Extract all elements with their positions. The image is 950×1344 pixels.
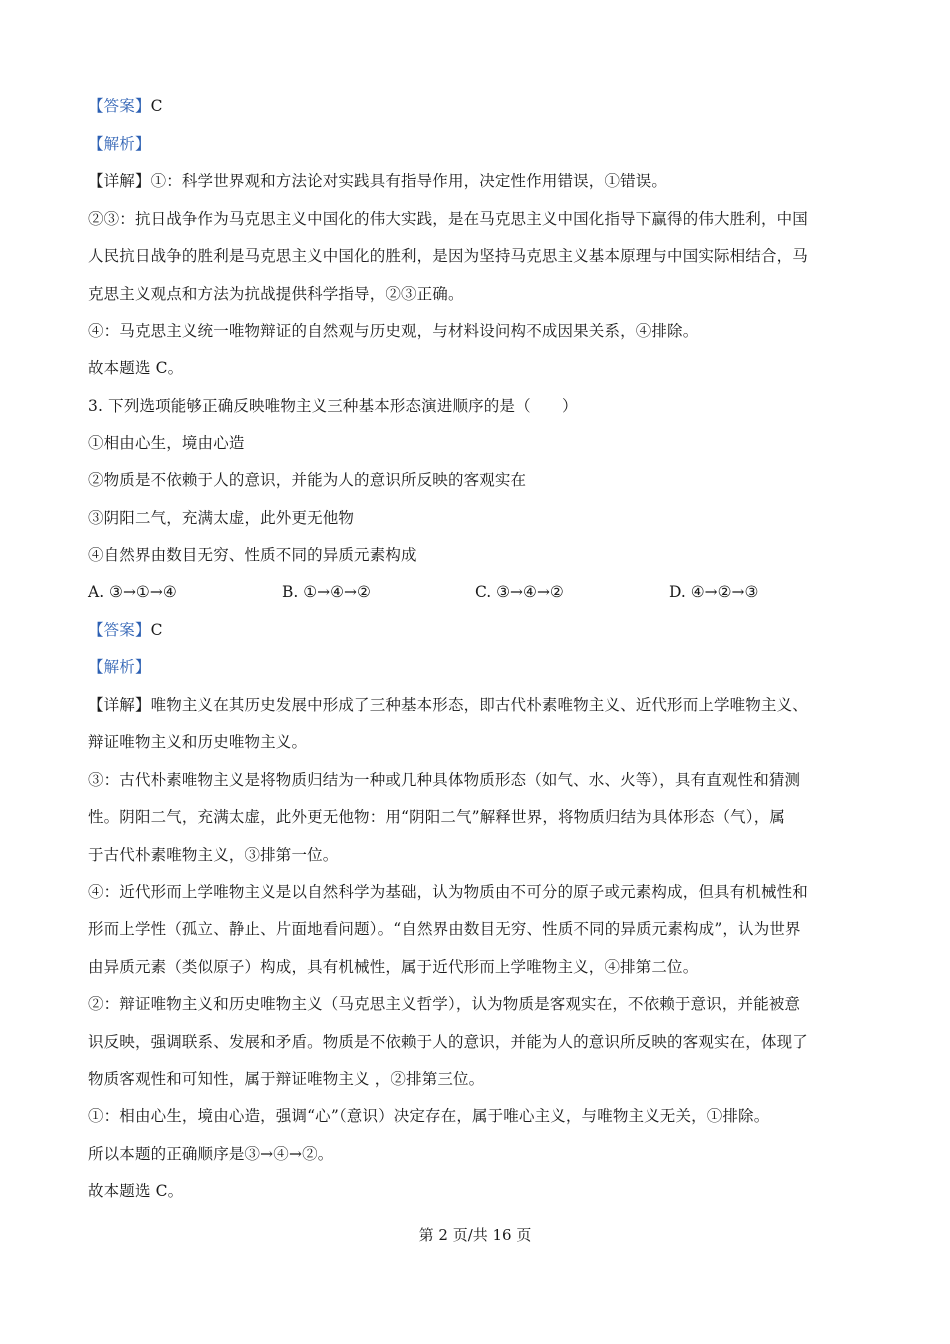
- q2-detail-line-3: 人民抗日战争的胜利是马克思主义中国化的胜利，是因为坚持马克思主义基本原理与中国实际相结合，马: [88, 247, 808, 265]
- q3-detail-line-3: ③：古代朴素唯物主义是将物质归结为一种或几种具体物质形态（如气、水、火等），具有直观性和猜测: [88, 771, 801, 789]
- q3-answer-line: [88, 620, 863, 640]
- q3-option-a: A. ③→①→④: [88, 583, 177, 601]
- q3-option-c: C. ③→④→②: [475, 583, 564, 601]
- q2-detail-line-2: ②③：抗日战争作为马克思主义中国化的伟大实践，是在马克思主义中国化指导下赢得的伟大胜利，中国: [88, 210, 808, 228]
- detail-text: ①：科学世界观和方法论对实践具有指导作用，决定性作用错误，①错误。: [150, 172, 668, 190]
- q3-detail-line-10: 识反映，强调联系、发展和矛盾。物质是不依赖于人的意识，并能为人的意识所反映的客观实在，体现了: [88, 1033, 808, 1051]
- q3-detail-line-4: 性。阴阳二气，充满太虚，此外更无他物：用“阴阳二气”解释世界，将物质归结为具体形态（气），属: [88, 808, 786, 826]
- q3-analysis-tag: 【解析】: [88, 658, 151, 676]
- q3-item-4: ④自然界由数目无穷、性质不同的异质元素构成: [88, 546, 417, 564]
- q3-detail-line-11: 物质客观性和可知性，属于辩证唯物主义 ，②排第三位。: [88, 1070, 485, 1088]
- answer-value: C: [150, 621, 163, 639]
- q3-detail-line-12: ①：相由心生，境由心造，强调“心”（意识）决定存在，属于唯心主义，与唯物主义无关，①排除。: [88, 1107, 770, 1125]
- q3-detail-line-9: ②：辩证唯物主义和历史唯物主义（马克思主义哲学），认为物质是客观实在，不依赖于意识，并能被意: [88, 995, 801, 1013]
- q3-detail-line-8: 由异质元素（类似原子）构成，具有机械性，属于近代形而上学唯物主义，④排第二位。: [88, 958, 699, 976]
- detail-tag: 【详解】: [88, 696, 151, 714]
- q3-option-d: D. ④→②→③: [669, 583, 759, 601]
- q2-detail-line-1: [88, 171, 863, 191]
- q3-detail-line-2: 辩证唯物主义和历史唯物主义。: [88, 733, 308, 751]
- q3-conclusion: 故本题选 C。: [88, 1182, 184, 1200]
- page-footer: 第 2 页/共 16 页: [418, 1226, 532, 1244]
- q2-analysis-tag: 【解析】: [88, 135, 151, 153]
- detail-text: 唯物主义在其历史发展中形成了三种基本形态，即古代朴素唯物主义、近代形而上学唯物主义、: [150, 696, 808, 714]
- q3-detail-line-1: [88, 695, 863, 715]
- answer-tag: 【答案】: [88, 97, 151, 115]
- q3-detail-line-7: 形而上学性（孤立、静止、片面地看问题）。“自然界由数目无穷、性质不同的异质元素构成”，认为世界: [88, 920, 801, 938]
- q2-answer-line: [88, 96, 863, 116]
- q2-conclusion: 故本题选 C。: [88, 359, 184, 377]
- q3-stem: 3. 下列选项能够正确反映唯物主义三种基本形态演进顺序的是（ ）: [88, 397, 578, 415]
- q3-item-1: ①相由心生，境由心造: [88, 434, 245, 452]
- q3-item-3: ③阴阳二气，充满太虚，此外更无他物: [88, 509, 355, 527]
- q3-detail-line-5: 于古代朴素唯物主义，③排第一位。: [88, 846, 339, 864]
- q3-detail-line-6: ④：近代形而上学唯物主义是以自然科学为基础，认为物质由不可分的原子或元素构成，但具有机械性和: [88, 883, 808, 901]
- answer-value: C: [150, 97, 163, 115]
- q3-item-2: ②物质是不依赖于人的意识，并能为人的意识所反映的客观实在: [88, 471, 527, 489]
- q2-detail-line-4: 克思主义观点和方法为抗战提供科学指导，②③正确。: [88, 285, 464, 303]
- detail-tag: 【详解】: [88, 172, 151, 190]
- q2-detail-line-5: ④：马克思主义统一唯物辩证的自然观与历史观，与材料设问构不成因果关系，④排除。: [88, 322, 699, 340]
- q3-order-line: 所以本题的正确顺序是③→④→②。: [88, 1145, 334, 1163]
- answer-tag: 【答案】: [88, 621, 151, 639]
- q3-option-b: B. ①→④→②: [282, 583, 371, 601]
